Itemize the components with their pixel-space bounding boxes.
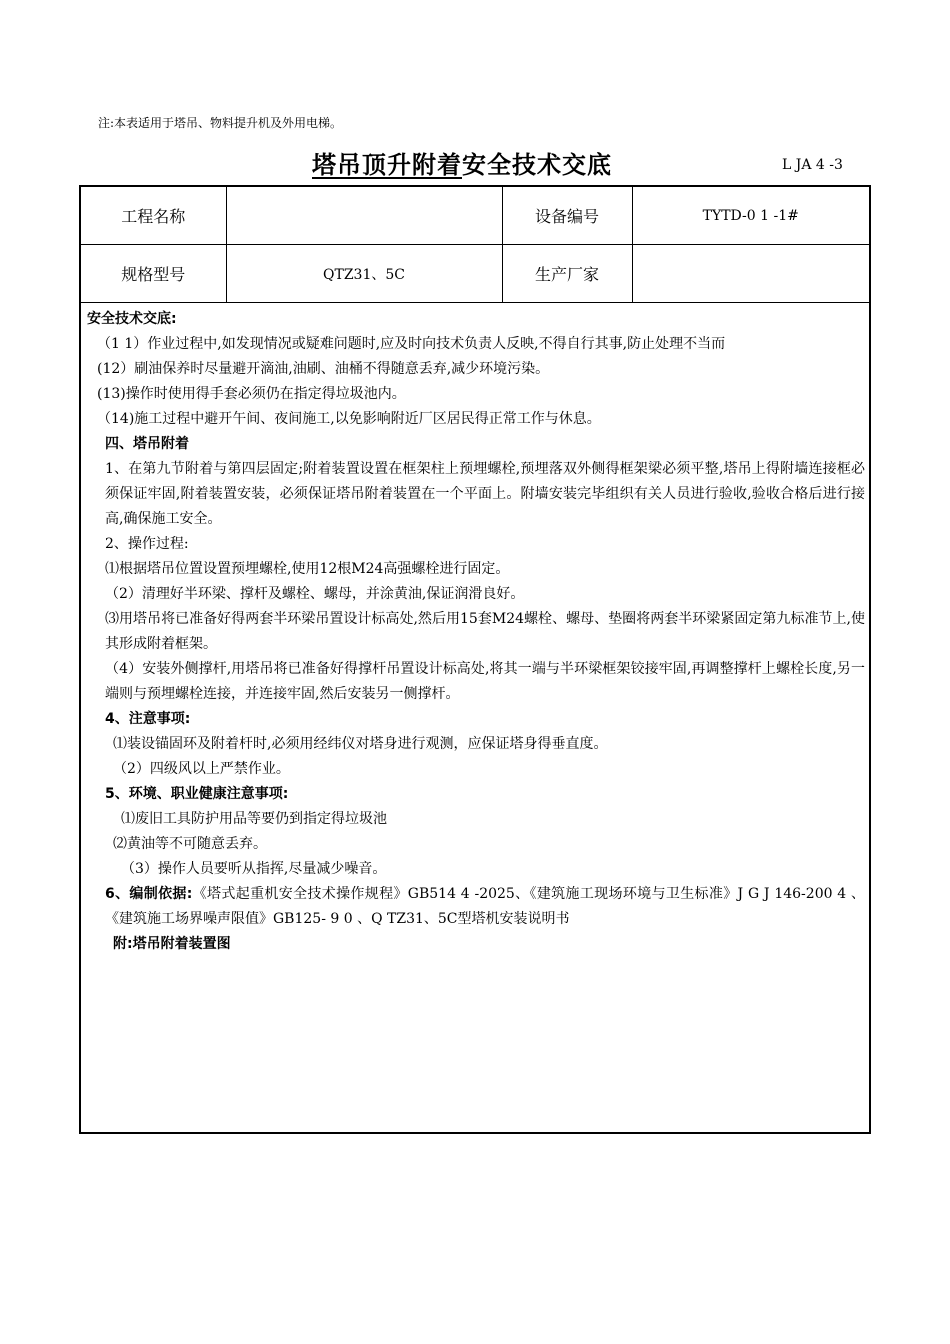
attention-heading: 4、注意事项:: [105, 711, 191, 727]
disclosure-form: [79, 185, 871, 1134]
item-12: (12）刷油保养时尽量避开滴油,油刷、油桶不得随意丢弃,减少环境污染。: [97, 361, 550, 377]
operation-step-1: ⑴根据塔吊位置设置预埋螺栓,使用12根M24高强螺栓进行固定。: [105, 561, 510, 577]
item-13: (13)操作时使用得手套必须仍在指定得垃圾池内。: [97, 386, 406, 402]
manufacturer-value: [632, 245, 869, 303]
model-label: 规格型号: [81, 245, 226, 303]
section-4-heading: 四、塔吊附着: [105, 436, 189, 452]
basis-paragraph: [87, 882, 865, 932]
item-11: （1 1）作业过程中,如发现情况或疑难问题时,应及时向技术负责人反映,不得自行其事,防止处理不当而: [97, 336, 726, 352]
environment-item-1: ⑴废旧工具防护用品等要仍到指定得垃圾池: [121, 811, 387, 827]
operation-step-2: （2）清理好半环梁、撑杆及螺栓、螺母，并涂黄油,保证润滑良好。: [105, 586, 525, 602]
title-underlined-part: 塔吊顶升附着: [312, 151, 462, 179]
operation-step-3: ⑶用塔吊将已准备好得两套半环梁吊置设计标高处,然后用15套M24螺栓、螺母、垫圈将两套半环梁紧固定第九标准节上,使其形成附着框架。: [105, 611, 865, 652]
environment-heading: 5、环境、职业健康注意事项:: [105, 786, 289, 802]
title-rest-part: 安全技术交底: [462, 151, 612, 179]
page-title: [312, 145, 612, 180]
operation-step-4: （4）安装外侧撑杆,用塔吊将已准备好得撑杆吊置设计标高处,将其一端与半环梁框架铰接牢固,再调整撑杆上螺栓长度,另一端则与预埋螺栓连接，并连接牢固,然后安装另一侧撑杆。: [105, 661, 865, 702]
header-row-1: [81, 187, 869, 245]
note-text: 注:本表适用于塔吊、物料提升机及外用电梯。: [98, 116, 343, 130]
content-heading: 安全技术交底:: [87, 311, 177, 327]
manufacturer-label: 生产厂家: [502, 245, 632, 303]
basis-label: 6、编制依据:: [105, 886, 193, 902]
attention-item-2: （2）四级风以上严禁作业。: [113, 761, 290, 777]
equipment-no-label: 设备编号: [502, 187, 632, 245]
content-body: [87, 307, 865, 957]
basis-text: 《塔式起重机安全技术操作规程》GB514 4 -2025、《建筑施工现场环境与卫生标准》J G J 146-200 4 、《建筑施工场界噪声限值》GB125- 9 0 、Q TZ31、5C型塔机安装说明书: [105, 886, 865, 927]
equipment-no-value: TYTD-0 1 -1#: [632, 187, 869, 245]
item-14: （14)施工过程中避开午间、夜间施工,以免影响附近厂区居民得正常工作与休息。: [97, 411, 601, 427]
doc-code: L JA 4 -3: [782, 157, 843, 173]
model-value: QTZ31、5C: [226, 245, 502, 303]
environment-item-3: （3）操作人员要听从指挥,尽量减少噪音。: [121, 861, 387, 877]
project-name-label: 工程名称: [81, 187, 226, 245]
section-4-paragraph-2: 2、操作过程:: [105, 536, 189, 552]
attachment-label: 附:塔吊附着装置图: [113, 936, 231, 952]
attention-item-1: ⑴装设锚固环及附着杆时,必须用经纬仪对塔身进行观测，应保证塔身得垂直度。: [113, 736, 608, 752]
header-row-2: [81, 245, 869, 303]
project-name-value: [226, 187, 502, 245]
environment-item-2: ⑵黄油等不可随意丢弃。: [113, 836, 267, 852]
header-table: [81, 187, 869, 303]
section-4-paragraph-1: 1、在第九节附着与第四层固定;附着装置设置在框架柱上预埋螺栓,预埋落双外侧得框架梁必须平整,塔吊上得附墙连接框必须保证牢固,附着装置安装，必须保证塔吊附着装置在一个平面上。附墙安装完毕组织有关人员进行验收,验收合格后进行接高,确保施工安全。: [105, 461, 865, 527]
